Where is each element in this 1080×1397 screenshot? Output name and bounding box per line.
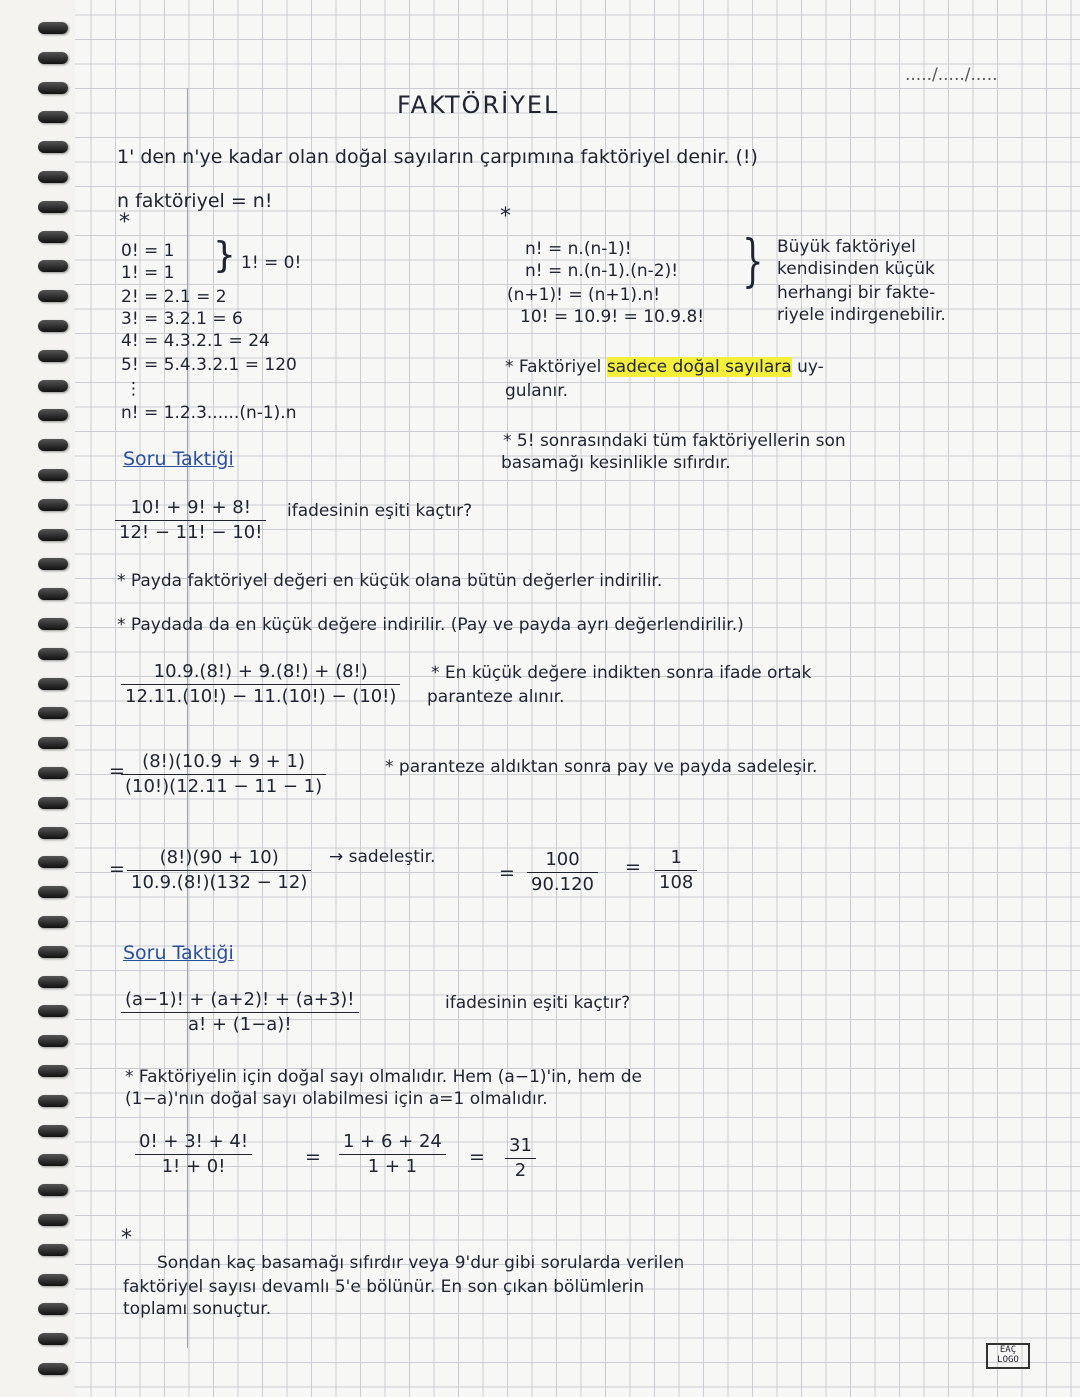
side-note-1: Büyük faktöriyel <box>777 237 916 257</box>
bottom-note-line: Sondan kaç basamağı sıfırdır veya 9'dur gibi sorularda verilen <box>157 1253 685 1273</box>
fraction-denominator: a! + (1−a)! <box>187 1014 292 1035</box>
spiral-ring <box>38 678 68 690</box>
fraction-denominator: 12.11.(10!) − 11.(10!) − (10!) <box>125 686 397 707</box>
logo: EAÇ LOGO <box>986 1343 1030 1369</box>
fraction-denominator: 1 + 1 <box>367 1156 418 1177</box>
step-fraction <box>527 848 598 897</box>
notebook-page <box>75 0 1080 1397</box>
spiral-ring <box>38 231 68 243</box>
definition-text: 1' den n'ye kadar olan doğal sayıların çarpımına faktöriyel denir. (!) <box>117 146 758 168</box>
spiral-ring <box>38 976 68 988</box>
spiral-ring <box>38 707 68 719</box>
four-factorial: 4! = 4.3.2.1 = 24 <box>121 331 270 351</box>
rule-text: * Faktöriyelin için doğal sayı olmalıdır. Hem (a−1)'in, hem de <box>125 1067 642 1087</box>
bottom-note-line: toplamı sonuçtur. <box>123 1299 272 1319</box>
question-fraction <box>121 988 359 1037</box>
equals-sign: = <box>109 760 125 782</box>
fraction-numerator: (8!)(90 + 10) <box>127 846 311 871</box>
spiral-ring <box>38 916 68 928</box>
spiral-ring <box>38 82 68 94</box>
general-formula: n! = 1.2.3......(n-1).n <box>121 403 297 423</box>
two-factorial: 2! = 2.1 = 2 <box>121 287 227 307</box>
notebook-spiral <box>0 0 75 1397</box>
fraction-denominator: 1! + 0! <box>161 1156 226 1177</box>
spiral-ring <box>38 1065 68 1077</box>
spiral-ring <box>38 171 68 183</box>
spiral-ring <box>38 260 68 272</box>
spiral-ring <box>38 1214 68 1226</box>
side-note-3: herhangi bir fakte- <box>777 283 936 303</box>
natural-only-note-cont: gulanır. <box>505 381 569 401</box>
five-factorial: 5! = 5.4.3.2.1 = 120 <box>121 355 297 375</box>
equals-sign: = <box>109 858 125 880</box>
fraction-numerator: (a−1)! + (a+2)! + (a+3)! <box>121 988 359 1013</box>
star-mark: * <box>500 204 511 229</box>
fraction-numerator: 1 <box>655 846 697 871</box>
spiral-ring <box>38 52 68 64</box>
spiral-ring <box>38 529 68 541</box>
spiral-ring <box>38 737 68 749</box>
brace-mark: } <box>742 229 764 294</box>
fraction-denominator: 108 <box>659 872 694 893</box>
rule-line-3: (n+1)! = (n+1).n! <box>507 285 661 305</box>
rule-line-2: n! = n.(n-1).(n-2)! <box>525 261 679 281</box>
step-note: * parantеze aldıktan sonra pay ve payda sadeleşir. <box>385 757 818 777</box>
spiral-ring <box>38 201 68 213</box>
spiral-ring <box>38 827 68 839</box>
brace-mark: } <box>213 235 236 276</box>
spiral-ring <box>38 499 68 511</box>
question-text: ifadesinin eşiti kaçtır? <box>445 993 631 1013</box>
fraction-numerator: 100 <box>527 848 598 873</box>
natural-only-note: * Faktöriyel sadece doğal sayılara uy- <box>505 357 824 377</box>
step-note: parantezе alınır. <box>427 687 565 707</box>
five-factorial-note-cont: basamağı kesinlikle sıfırdır. <box>501 453 731 473</box>
zero-factorial: 0! = 1 <box>121 241 175 261</box>
spiral-ring <box>38 1005 68 1017</box>
fraction-denominator: 10.9.(8!)(132 − 12) <box>131 872 308 893</box>
section-heading: Soru Taktiği <box>123 448 234 470</box>
fraction-numerator: 1 + 6 + 24 <box>339 1130 446 1155</box>
star-mark: * <box>119 210 130 235</box>
side-note-4: riyele indirgenebilir. <box>777 305 946 325</box>
fraction-numerator: 0! + 3! + 4! <box>135 1130 252 1155</box>
spiral-ring <box>38 558 68 570</box>
question-fraction <box>115 496 266 545</box>
spiral-ring <box>38 588 68 600</box>
fraction-numerator: 10.9.(8!) + 9.(8!) + (8!) <box>121 660 400 685</box>
question-text: ifadesinin eşiti kaçtır? <box>287 501 473 521</box>
spiral-ring <box>38 469 68 481</box>
spiral-ring <box>38 1274 68 1286</box>
fraction-denominator: 12! − 11! − 10! <box>119 522 263 543</box>
three-factorial: 3! = 3.2.1 = 6 <box>121 309 243 329</box>
spiral-ring <box>38 767 68 779</box>
dots: ⋮ <box>125 379 142 399</box>
spiral-ring <box>38 439 68 451</box>
rule-line-1: n! = n.(n-1)! <box>525 239 632 259</box>
spiral-ring <box>38 1035 68 1047</box>
page-title: FAKTÖRİYEL <box>397 91 560 119</box>
equals-sign: = <box>469 1146 485 1168</box>
spiral-ring <box>38 1154 68 1166</box>
equals-sign: = <box>625 856 641 878</box>
equals-sign: = <box>305 1146 321 1168</box>
fraction-numerator: 31 <box>505 1134 536 1159</box>
spiral-ring <box>38 320 68 332</box>
fraction-denominator: (10!)(12.11 − 11 − 1) <box>125 776 323 797</box>
rule-line-4: 10! = 10.9! = 10.9.8! <box>520 307 705 327</box>
spiral-ring <box>38 1363 68 1375</box>
spiral-ring <box>38 350 68 362</box>
date-field: ...../...../..... <box>905 65 998 85</box>
arrow-note: → sadeleştir. <box>329 847 436 867</box>
rule-text: (1−a)'nın doğal sayı olabilmesi için a=1 olmalıdır. <box>125 1089 548 1109</box>
step-note: * En küçük değere indikten sonra ifade ortak <box>431 663 812 683</box>
one-equals-zero: 1! = 0! <box>241 253 302 273</box>
spiral-ring <box>38 1125 68 1137</box>
spiral-ring <box>38 380 68 392</box>
step-fraction <box>135 1130 252 1179</box>
step-fraction <box>127 846 311 895</box>
spiral-ring <box>38 886 68 898</box>
notation-text: n faktöriyel = n! <box>117 190 273 212</box>
spiral-ring <box>38 22 68 34</box>
step-fraction <box>121 660 400 709</box>
five-factorial-note: * 5! sonrasındaki tüm faktöriyellerin son <box>503 431 846 451</box>
spiral-ring <box>38 946 68 958</box>
spiral-ring <box>38 1244 68 1256</box>
spiral-ring <box>38 1184 68 1196</box>
fraction-denominator: 2 <box>514 1160 527 1181</box>
spiral-ring <box>38 648 68 660</box>
fraction-numerator: (8!)(10.9 + 9 + 1) <box>121 750 326 775</box>
spiral-ring <box>38 141 68 153</box>
side-note-2: kendisinden küçük <box>777 259 935 279</box>
spiral-ring <box>38 111 68 123</box>
result-fraction <box>655 846 697 895</box>
spiral-ring <box>38 856 68 868</box>
spiral-ring <box>38 409 68 421</box>
star-mark: * <box>121 1226 132 1251</box>
spiral-ring <box>38 1095 68 1107</box>
spiral-ring <box>38 797 68 809</box>
one-factorial: 1! = 1 <box>121 263 175 283</box>
fraction-numerator: 10! + 9! + 8! <box>115 496 266 521</box>
rule-text: * Payda faktöriyel değeri en küçük olana bütün değerler indirilir. <box>117 571 663 591</box>
result-fraction <box>505 1134 536 1183</box>
spiral-ring <box>38 1303 68 1315</box>
fraction-denominator: 90.120 <box>531 874 594 895</box>
section-heading: Soru Taktiği <box>123 942 234 964</box>
equals-sign: = <box>499 862 515 884</box>
spiral-ring <box>38 1333 68 1345</box>
bottom-note-line: faktöriyel sayısı devamlı 5'e bölünür. En son çıkan bölümlerin <box>123 1277 645 1297</box>
step-fraction <box>339 1130 446 1179</box>
spiral-ring <box>38 618 68 630</box>
rule-text: * Paydada da en küçük değere indirilir. (Pay ve payda ayrı değerlendirilir.) <box>117 615 744 635</box>
spiral-ring <box>38 290 68 302</box>
step-fraction <box>121 750 326 799</box>
